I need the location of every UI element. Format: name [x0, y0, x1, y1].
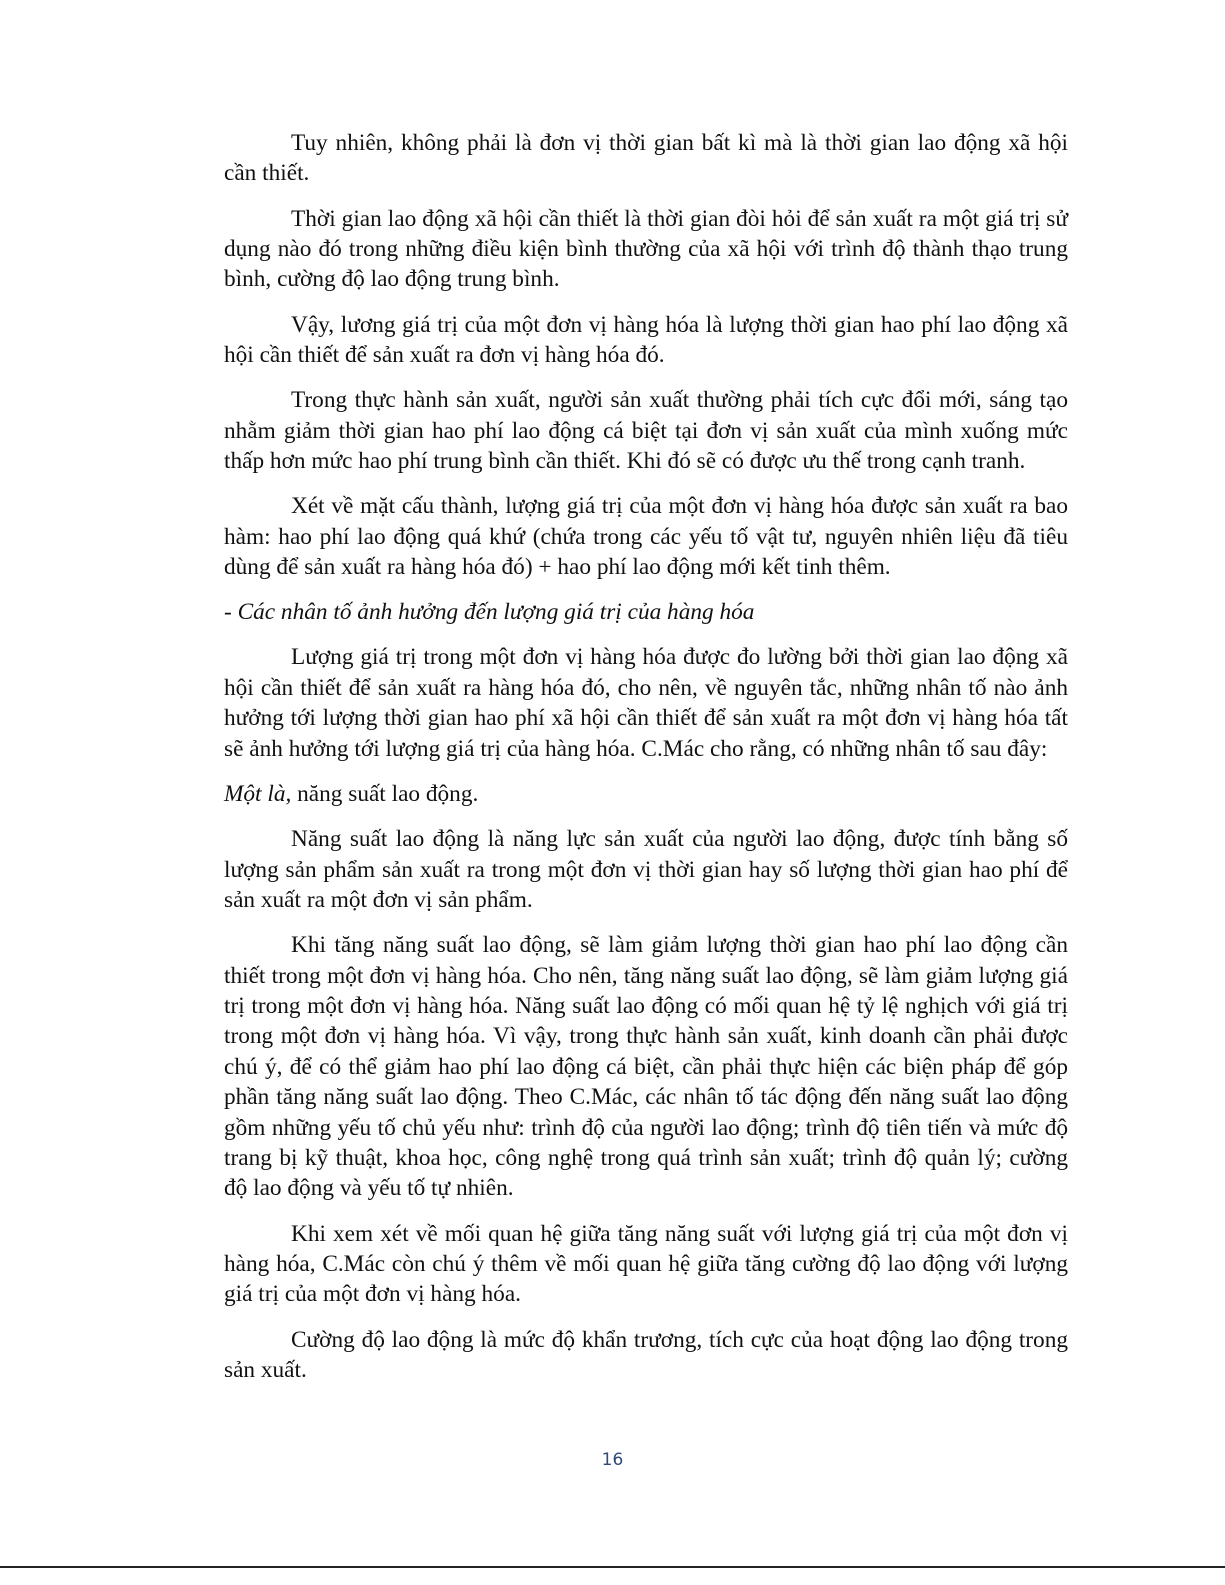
- paragraph: Khi xem xét về mối quan hệ giữa tăng năng suất với lượng giá trị của một đơn vị hàng hóa, C.Mác còn chú ý thêm về mối quan hệ giữa tăng cường độ lao động với lượng giá trị của một đơn vị hàng hóa.: [224, 1220, 1068, 1308]
- paragraph: Lượng giá trị trong một đơn vị hàng hóa được đo lường bởi thời gian lao động xã hội cần thiết để sản xuất ra hàng hóa đó, cho nên, về nguyên tắc, những nhân tố nào ảnh hưởng tới lượng thời gian hao phí xã hội cần thiết để sản xuất ra một đơn vị hàng hóa tất sẽ ảnh hưởng tới lượng giá trị của hàng hóa. C.Mác cho rằng, có những nhân tố sau đây:: [224, 644, 1068, 762]
- section-heading: - Các nhân tố ảnh hưởng đến lượng giá trị của hàng hóa: [224, 599, 755, 626]
- factor-one-label: Một là,: [224, 780, 292, 807]
- paragraph: Vậy, lương giá trị của một đơn vị hàng hóa là lượng thời gian hao phí lao động xã hội cần thiết để sản xuất ra đơn vị hàng hóa đó.: [224, 311, 1068, 369]
- page-number: 16: [601, 1450, 624, 1470]
- paragraph: Năng suất lao động là năng lực sản xuất của người lao động, được tính bằng số lượng sản phẩm sản xuất ra trong một đơn vị thời gian hay số lượng thời gian hao phí để sản xuất ra một đơn vị sản phẩm.: [224, 826, 1068, 913]
- factor-one-line: [224, 779, 1068, 809]
- paragraph: Khi tăng năng suất lao động, sẽ làm giảm lượng thời gian hao phí lao động cần thiết trong một đơn vị hàng hóa. Cho nên, tăng năng suất lao động, sẽ làm giảm lượng giá trị trong một đơn vị hàng hóa. Năng suất lao động có mối quan hệ tỷ lệ nghịch với giá trị trong một đơn vị hàng hóa. Vì vậy, trong thực hành sản xuất, kinh doanh cần phải được chú ý, để có thể giảm hao phí lao động cá biệt, cần phải thực hiện các biện pháp để góp phần tăng năng suất lao động. Theo C.Mác, các nhân tố tác động đến năng suất lao động gồm những yếu tố chủ yếu như: trình độ của người lao động; trình độ tiên tiến và mức độ trang bị kỹ thuật, khoa học, công nghệ trong quá trình sản xuất; trình độ quản lý; cường độ lao động và yếu tố tự nhiên.: [224, 932, 1068, 1202]
- paragraph: Trong thực hành sản xuất, người sản xuất thường phải tích cực đổi mới, sáng tạo nhằm giảm thời gian hao phí lao động cá biệt tại đơn vị sản xuất của mình xuống mức thấp hơn mức hao phí trung bình cần thiết. Khi đó sẽ có được ưu thế trong cạnh tranh.: [224, 387, 1068, 475]
- paragraph: Xét về mặt cấu thành, lượng giá trị của một đơn vị hàng hóa được sản xuất ra bao hàm: hao phí lao động quá khứ (chứa trong các yếu tố vật tư, nguyên nhiên liệu đã tiêu dùng để sản xuất ra hàng hóa đó) + hao phí lao động mới kết tinh thêm.: [224, 493, 1068, 581]
- paragraph: Tuy nhiên, không phải là đơn vị thời gian bất kì mà là thời gian lao động xã hội cần thiết.: [224, 130, 1068, 187]
- bottom-divider: [0, 1566, 1225, 1568]
- paragraph: Thời gian lao động xã hội cần thiết là thời gian đòi hỏi để sản xuất ra một giá trị sử dụng nào đó trong những điều kiện bình thường của xã hội với trình độ thành thạo trung bình, cường độ lao động trung bình.: [224, 205, 1068, 293]
- page-body: [224, 128, 1068, 1400]
- paragraph: Cường độ lao động là mức độ khẩn trương, tích cực của hoạt động lao động trong sản xuất.: [224, 1326, 1068, 1383]
- factor-one-text: năng suất lao động.: [291, 780, 479, 807]
